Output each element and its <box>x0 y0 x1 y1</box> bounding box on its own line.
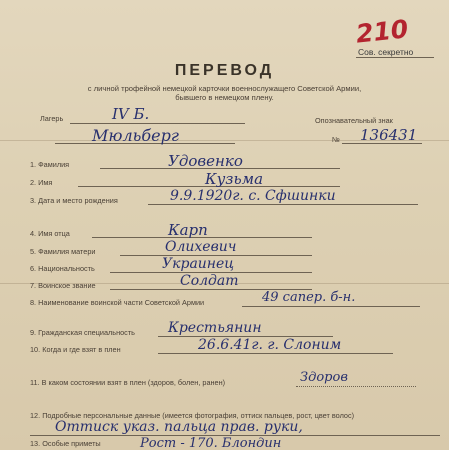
field-1-value: Удовенко <box>168 152 243 170</box>
field-2-value: Кузьма <box>205 170 264 188</box>
camp-label: Лагерь <box>40 114 64 123</box>
id-tag-label: Опознавательный знак <box>315 116 393 125</box>
field-4-label: 4. Имя отца <box>30 229 70 238</box>
field-7-label: 7. Воинское звание <box>30 281 96 290</box>
field-12-label: 12. Подробные персональные данные (имеется фотография, оттиск пальцев, рост, цвет волос) <box>30 411 355 420</box>
field-1-label: 1. Фамилия <box>30 160 70 169</box>
field-10-value: 26.6.41г. г. Слоним <box>198 337 342 353</box>
field-8-value: 49 сапер. б-н. <box>262 290 356 305</box>
field-5-value: Олихевич <box>165 239 237 255</box>
field-2-label: 2. Имя <box>30 178 53 187</box>
field-13-value: Рост - 170. Блондин <box>140 436 282 450</box>
stamp-number: 210 <box>354 14 410 49</box>
field-6-value: Украинец <box>162 256 235 272</box>
page-subtitle-2: бывшего в немецком плену. <box>175 93 274 102</box>
field-13-label: 13. Особые приметы <box>30 439 101 448</box>
field-8-label: 8. Наименование воинской части Советской Армии <box>30 298 205 307</box>
field-5-label: 5. Фамилия матери <box>30 247 96 256</box>
secrecy-label: Сов. секретно <box>358 47 414 57</box>
field-4-value: Карп <box>168 221 208 239</box>
field-10-label: 10. Когда и где взят в плен <box>30 345 121 354</box>
id-tag-value: 136431 <box>360 126 418 144</box>
field-3-label: 3. Дата и место рождения <box>30 196 118 205</box>
field-12-value: Оттиск указ. пальца прав. руки, <box>55 419 303 435</box>
camp-place-value: Мюльберг <box>92 126 179 145</box>
id-tag-number-label: № <box>332 135 340 144</box>
field-11-value: Здоров <box>300 370 348 385</box>
field-11-label: 11. В каком состоянии взят в плен (здоров, болен, ранен) <box>30 378 226 387</box>
field-9-value: Крестьянин <box>168 320 262 336</box>
camp-value: IV Б. <box>112 105 150 123</box>
page-title: ПЕРЕВОД <box>174 62 275 79</box>
field-9-label: 9. Гражданская специальность <box>30 328 135 337</box>
field-6-label: 6. Национальность <box>30 264 95 273</box>
field-7-value: Солдат <box>180 273 239 289</box>
field-3-value: 9.9.1920г. с. Сфшинки <box>170 188 336 204</box>
page-subtitle: с личной трофейной немецкой карточки военнослужащего Советской Армии, <box>87 84 362 93</box>
